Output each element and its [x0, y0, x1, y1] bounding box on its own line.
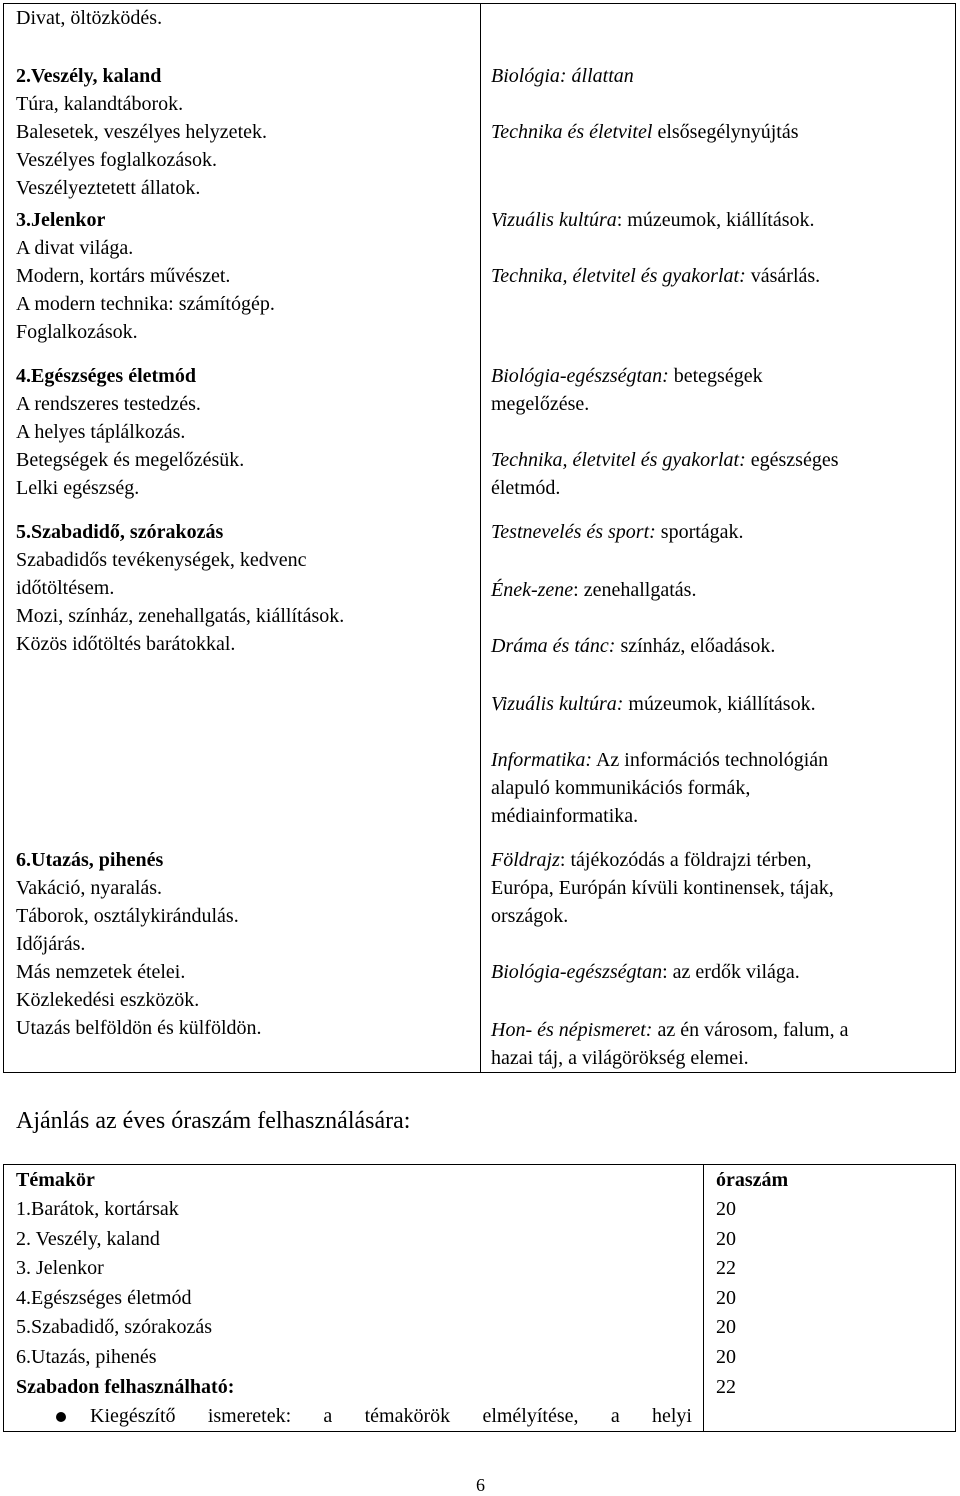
- hours-column-divider: [703, 1164, 704, 1432]
- table-row-hours: 22: [716, 1257, 736, 1279]
- bullet-text: Kiegészítő ismeretek: a témakörök elmélyítése, a helyi: [90, 1405, 692, 1427]
- crossref-text: múzeumok, kiállítások.: [623, 693, 816, 715]
- table-row-topic: 6.Utazás, pihenés: [16, 1346, 157, 1368]
- list-item: Közlekedési eszközök.: [16, 989, 200, 1011]
- subject-name: Hon- és népismeret:: [491, 1019, 653, 1041]
- crossref-text: : tájékozódás a földrajzi térben,: [559, 849, 812, 871]
- table-row-hours: 20: [716, 1198, 736, 1220]
- crossref-technology-health: [491, 446, 838, 475]
- crossref-geography: [491, 846, 811, 875]
- list-item: A modern technika: számítógép.: [16, 293, 275, 315]
- list-item: A divat világa.: [16, 237, 134, 259]
- table-row-topic: 2. Veszély, kaland: [16, 1228, 160, 1250]
- list-item: Foglalkozások.: [16, 321, 138, 343]
- table-row-topic: 3. Jelenkor: [16, 1257, 104, 1279]
- crossref-text-cont: életmód.: [491, 477, 561, 499]
- list-item: Táborok, osztálykirándulás.: [16, 905, 239, 927]
- subject-name: Vizuális kultúra:: [491, 693, 624, 715]
- crossref-text: színház, előadások.: [615, 635, 776, 657]
- subject-name: Földrajz: [491, 849, 560, 871]
- list-item: Modern, kortárs művészet.: [16, 265, 231, 287]
- crossref-text: sportágak.: [655, 521, 744, 543]
- crossref-visual-arts-2: [491, 690, 816, 719]
- list-item: Más nemzetek ételei.: [16, 961, 186, 983]
- crossref-text: Az információs technológián: [592, 749, 829, 771]
- crossref-text: : múzeumok, kiállítások.: [616, 209, 815, 231]
- crossref-music: [491, 576, 696, 605]
- list-item: időtöltésem.: [16, 577, 115, 599]
- crossref-text: : az erdők világa.: [662, 961, 800, 983]
- crossref-text-cont: Európa, Európán kívüli kontinensek, tájak,: [491, 877, 834, 899]
- subject-name: Testnevelés és sport:: [491, 521, 656, 543]
- crossref-pe: [491, 518, 744, 547]
- crossref-biology: [491, 62, 634, 91]
- crossref-health-diseases: [491, 362, 763, 391]
- table-row-hours: 20: [716, 1316, 736, 1338]
- bullet-icon: [56, 1412, 66, 1422]
- crossref-text: : zenehallgatás.: [573, 579, 697, 601]
- crossref-text-cont: hazai táj, a világörökség elemei.: [491, 1047, 749, 1069]
- crossref-technology-shopping: [491, 262, 820, 291]
- list-item: Vakáció, nyaralás.: [16, 877, 163, 899]
- table-row-topic: 5.Szabadidő, szórakozás: [16, 1316, 213, 1338]
- crossref-text: egészséges: [745, 449, 839, 471]
- subject-name: Biológia-egészségtan:: [491, 365, 669, 387]
- list-item: Veszélyeztetett állatok.: [16, 177, 201, 199]
- crossref-heritage: [491, 1016, 848, 1045]
- list-item: Lelki egészség.: [16, 477, 140, 499]
- table-row-hours: 20: [716, 1346, 736, 1368]
- crossref-text-cont: médiainformatika.: [491, 805, 639, 827]
- crossref-visual-arts: [491, 206, 815, 235]
- subject-name: Vizuális kultúra: [491, 209, 617, 231]
- list-item: Balesetek, veszélyes helyzetek.: [16, 121, 267, 143]
- section-title-present: 3.Jelenkor: [16, 209, 106, 231]
- crossref-text: elsősegélynyújtás: [652, 121, 799, 143]
- left-text-fashion: Divat, öltözködés.: [16, 7, 163, 29]
- crossref-text: vásárlás.: [745, 265, 821, 287]
- list-item: Túra, kalandtáborok.: [16, 93, 184, 115]
- list-item: Közös időtöltés barátokkal.: [16, 633, 236, 655]
- crossref-text-cont: országok.: [491, 905, 569, 927]
- crossref-text-cont: megelőzése.: [491, 393, 590, 415]
- page-number: 6: [476, 1475, 485, 1495]
- table-row-hours: 20: [716, 1287, 736, 1309]
- section-title-danger: 2.Veszély, kaland: [16, 65, 162, 87]
- subject-name: Dráma és tánc:: [491, 635, 616, 657]
- list-item: Utazás belföldön és külföldön.: [16, 1017, 262, 1039]
- list-item: Mozi, színház, zenehallgatás, kiállítások.: [16, 605, 345, 627]
- list-item: A helyes táplálkozás.: [16, 421, 186, 443]
- subject-name: Informatika:: [491, 749, 593, 771]
- table-row-hours: 20: [716, 1228, 736, 1250]
- list-item: Szabadidős tevékenységek, kedvenc: [16, 549, 307, 571]
- subject-name: Technika és életvitel: [491, 121, 653, 143]
- table-header-hours: óraszám: [716, 1169, 789, 1191]
- free-hours-value: 22: [716, 1376, 736, 1398]
- crossref-drama: [491, 632, 775, 661]
- crossref-text-cont: alapuló kommunikációs formák,: [491, 777, 751, 799]
- list-item: Időjárás.: [16, 933, 86, 955]
- subject-name: Biológia: állattan: [491, 65, 634, 87]
- table-header-topic: Témakör: [16, 1169, 95, 1191]
- section-heading: Ajánlás az éves óraszám felhasználására:: [16, 1108, 411, 1134]
- crossref-health-forests: [491, 958, 800, 987]
- free-hours-label: Szabadon felhasználható:: [16, 1376, 235, 1398]
- crossref-text: betegségek: [668, 365, 763, 387]
- section-title-leisure: 5.Szabadidő, szórakozás: [16, 521, 224, 543]
- subject-name: Technika, életvitel és gyakorlat:: [491, 265, 746, 287]
- list-item: Betegségek és megelőzésük.: [16, 449, 245, 471]
- crossref-technology: [491, 118, 799, 147]
- crossref-informatics: [491, 746, 828, 775]
- crossref-text: az én városom, falum, a: [652, 1019, 849, 1041]
- section-title-travel: 6.Utazás, pihenés: [16, 849, 164, 871]
- subject-name: Biológia-egészségtan: [491, 961, 663, 983]
- list-item: Veszélyes foglalkozások.: [16, 149, 218, 171]
- table-row-topic: 4.Egészséges életmód: [16, 1287, 192, 1309]
- subject-name: Ének-zene: [491, 579, 574, 601]
- subject-name: Technika, életvitel és gyakorlat:: [491, 449, 746, 471]
- column-divider: [480, 3, 481, 1073]
- section-title-health: 4.Egészséges életmód: [16, 365, 196, 387]
- list-item: A rendszeres testedzés.: [16, 393, 201, 415]
- table-row-topic: 1.Barátok, kortársak: [16, 1198, 179, 1220]
